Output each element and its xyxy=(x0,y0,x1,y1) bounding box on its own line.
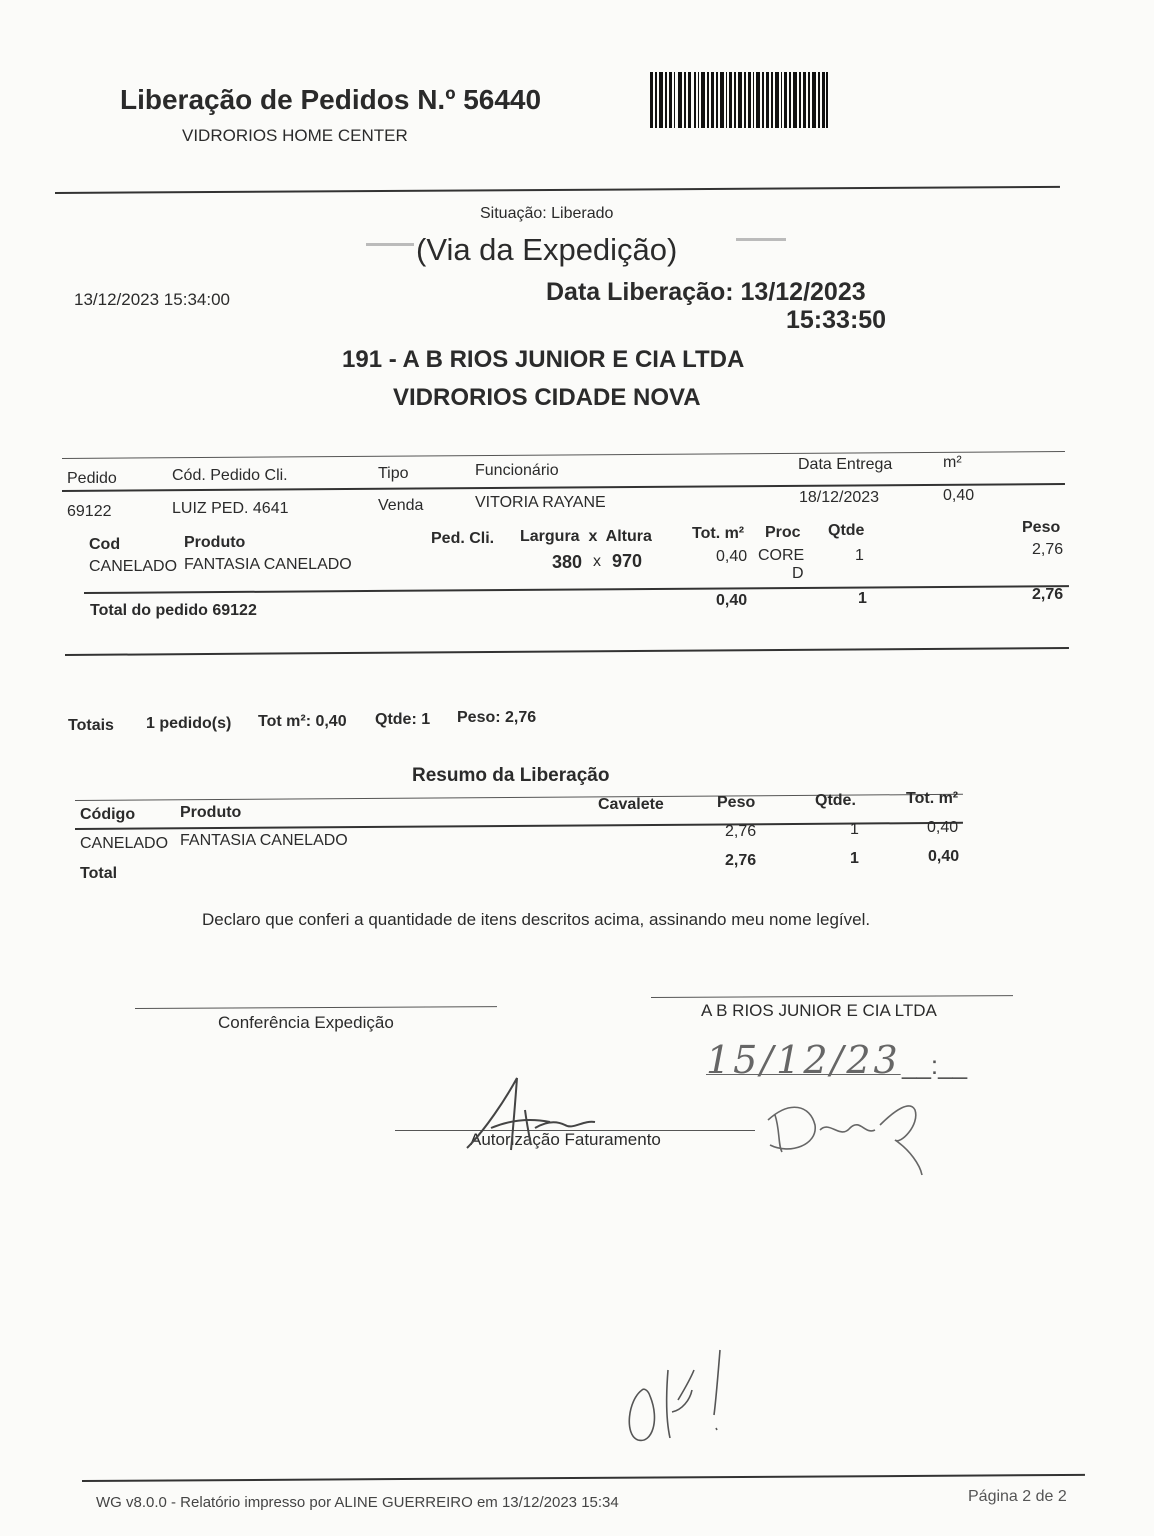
signature-client xyxy=(760,1090,930,1180)
row-data-entrega: 18/12/2023 xyxy=(799,489,880,506)
page-number: Página 2 de 2 xyxy=(968,1488,1067,1505)
resumo-row-qtde: 1 xyxy=(850,821,859,838)
resumo-total-tot-m2: 0,40 xyxy=(928,848,960,865)
resumo-header-tot-m2: Tot. m² xyxy=(906,790,959,807)
resumo-header-underline xyxy=(75,822,963,830)
autorizacao-label: Autorização Faturamento xyxy=(470,1130,661,1149)
order-total-peso: 2,76 xyxy=(1032,586,1064,603)
conferencia-label: Conferência Expedição xyxy=(218,1013,394,1032)
resumo-header-produto: Produto xyxy=(180,804,242,821)
totais-peso: Peso: 2,76 xyxy=(457,709,537,726)
client-signature-name: A B RIOS JUNIOR E CIA LTDA xyxy=(701,1001,937,1020)
situacao-text: Situação: Liberado xyxy=(480,205,614,222)
order-bottom-line xyxy=(65,647,1069,656)
item-largura: 380 xyxy=(552,552,583,572)
item-header-largura-altura: Largura x Altura xyxy=(520,528,652,545)
totais-qtde: Qtde: 1 xyxy=(375,711,431,728)
row-m2: 0,40 xyxy=(943,487,975,504)
row-tipo: Venda xyxy=(378,497,424,514)
scan-smudge xyxy=(366,243,414,246)
item-cod: CANELADO xyxy=(89,558,178,575)
item-produto: FANTASIA CANELADO xyxy=(184,556,352,573)
resumo-header-peso: Peso xyxy=(717,794,756,811)
resumo-header-qtde: Qtde. xyxy=(815,792,856,809)
signature-aline xyxy=(455,1070,615,1160)
order-total-label: Total do pedido 69122 xyxy=(90,602,257,619)
time-placeholder: __:__ xyxy=(902,1050,968,1080)
item-altura: 970 xyxy=(612,551,643,571)
client-store: VIDRORIOS CIDADE NOVA xyxy=(393,384,701,411)
resumo-total-qtde: 1 xyxy=(850,850,859,867)
item-header-peso: Peso xyxy=(1022,519,1061,536)
declaration-text: Declaro que conferi a quantidade de itens descritos acima, assinando meu nome legível. xyxy=(202,910,871,929)
item-header-produto: Produto xyxy=(184,534,246,551)
item-x: x xyxy=(593,553,601,570)
header-m2: m² xyxy=(943,454,962,471)
resumo-header-cavalete: Cavalete xyxy=(598,796,664,813)
data-liberacao-time: 15:33:50 xyxy=(786,306,887,334)
handwritten-date: 15/12/23 xyxy=(706,1038,901,1082)
order-total-qtde: 1 xyxy=(858,590,867,607)
header-tipo: Tipo xyxy=(378,465,409,482)
resumo-row-produto: FANTASIA CANELADO xyxy=(180,832,348,849)
footer-report: WG v8.0.0 - Relatório impresso por ALINE GUERREIRO em 13/12/2023 15:34 xyxy=(96,1494,619,1511)
document-title: Liberação de Pedidos N.º 56440 xyxy=(120,84,542,115)
print-datetime: 13/12/2023 15:34:00 xyxy=(74,290,230,309)
item-tot-m2: 0,40 xyxy=(716,548,748,565)
item-proc-2: D xyxy=(792,565,804,582)
data-liberacao: Data Liberação: 13/12/2023 xyxy=(546,278,866,306)
header-funcionario: Funcionário xyxy=(475,462,559,479)
table-top-line xyxy=(62,451,1065,459)
conferencia-line xyxy=(135,1006,497,1009)
item-header-qtde: Qtde xyxy=(828,522,865,539)
header-data-entrega: Data Entrega xyxy=(798,456,893,473)
resumo-total-peso: 2,76 xyxy=(725,852,757,869)
item-qtde: 1 xyxy=(855,547,864,564)
order-total-m2: 0,40 xyxy=(716,592,748,609)
header-pedido: Pedido xyxy=(67,470,117,487)
item-proc: CORE xyxy=(758,547,805,564)
header-divider xyxy=(55,186,1060,194)
via-expedicao: (Via da Expedição) xyxy=(416,232,678,267)
company-name: VIDRORIOS HOME CENTER xyxy=(182,126,408,145)
row-funcionario: VITORIA RAYANE xyxy=(475,494,606,511)
resumo-header-codigo: Código xyxy=(80,806,136,823)
row-pedido: 69122 xyxy=(67,503,112,520)
item-header-ped-cli: Ped. Cli. xyxy=(431,530,495,547)
resumo-row-tot-m2: 0,40 xyxy=(927,819,959,836)
resumo-row-peso: 2,76 xyxy=(725,823,757,840)
header-cod-pedido-cli: Cód. Pedido Cli. xyxy=(172,467,288,484)
resumo-row-codigo: CANELADO xyxy=(80,835,169,852)
resumo-total-label: Total xyxy=(80,865,118,882)
row-cod-pedido-cli: LUIZ PED. 4641 xyxy=(172,500,289,517)
totais-m2: Tot m²: 0,40 xyxy=(258,713,347,730)
resumo-title: Resumo da Liberação xyxy=(412,765,610,786)
item-header-tot-m2: Tot. m² xyxy=(692,525,745,542)
item-peso: 2,76 xyxy=(1032,541,1064,558)
total-line xyxy=(84,585,1069,594)
item-header-proc: Proc xyxy=(765,524,801,541)
client-signature-line xyxy=(651,995,1013,998)
client-name: 191 - A B RIOS JUNIOR E CIA LTDA xyxy=(342,346,745,373)
handwritten-ok-mark xyxy=(620,1340,730,1450)
footer-line xyxy=(82,1474,1085,1482)
item-header-cod: Cod xyxy=(89,536,121,553)
scan-smudge xyxy=(736,238,786,241)
barcode xyxy=(650,72,828,128)
totais-pedidos: 1 pedido(s) xyxy=(146,715,232,732)
totais-label: Totais xyxy=(68,717,114,734)
